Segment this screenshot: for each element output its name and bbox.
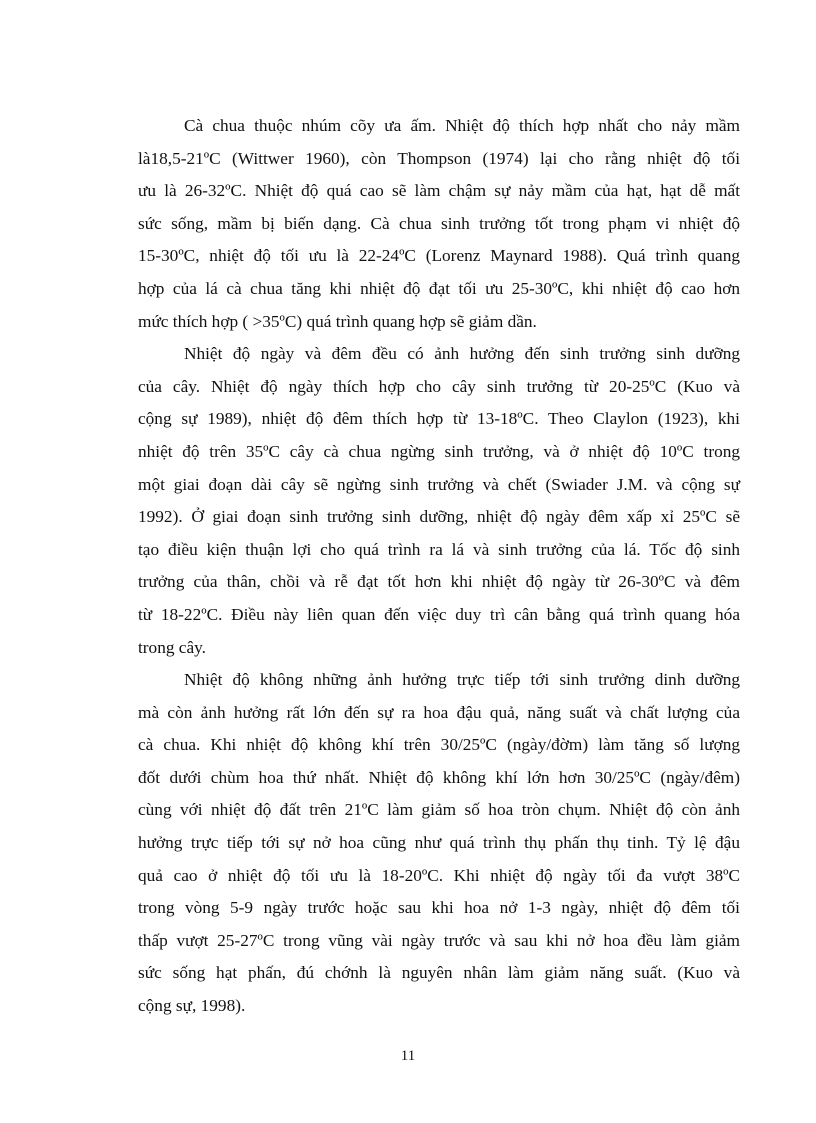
- page-number: 11: [400, 1048, 416, 1064]
- text-line: mức thích hợp ( >35ºC) quá trình quang hợp sẽ giảm dần.: [138, 311, 537, 331]
- text-line: từ 18-22ºC. Điều này liên quan đến việc duy trì cân bằng quá trình quang hóa: [138, 604, 740, 624]
- paragraph: [138, 110, 740, 338]
- text-line: đốt dưới chùm hoa thứ nhất. Nhiệt độ không khí lớn hơn 30/25ºC (ngày/đêm): [138, 767, 740, 787]
- text-line: hợp của lá cà chua tăng khi nhiệt độ đạt tối ưu 25-30ºC, khi nhiệt độ cao hơn: [138, 278, 740, 298]
- text-line: của cây. Nhiệt độ ngày thích hợp cho cây sinh trưởng từ 20-25ºC (Kuo và: [138, 376, 740, 396]
- text-line: sức sống hạt phấn, đú chớnh là nguyên nhân làm giảm năng suất. (Kuo và: [138, 963, 740, 983]
- text-line: mà còn ảnh hưởng rất lớn đến sự ra hoa đậu quả, năng suất và chất lượng của: [138, 702, 740, 722]
- paragraph: [138, 664, 740, 1023]
- text-line: hưởng trực tiếp tới sự nở hoa cũng như quá trình thụ phấn thụ tinh. Tỷ lệ đậu: [138, 833, 740, 853]
- text-line: trong cây.: [138, 637, 206, 657]
- text-line: Nhiệt độ không những ảnh hưởng trực tiếp tới sinh trưởng dinh dưỡng: [184, 670, 740, 690]
- text-line: trưởng của thân, chồi và rễ đạt tốt hơn khi nhiệt độ ngày từ 26-30ºC và đêm: [138, 572, 740, 592]
- text-line: trong vòng 5-9 ngày trước hoặc sau khi hoa nở 1-3 ngày, nhiệt độ đêm tối: [138, 898, 740, 918]
- text-line: cộng sự 1989), nhiệt độ đêm thích hợp từ 13-18ºC. Theo Claylon (1923), khi: [138, 409, 740, 429]
- text-line: Cà chua thuộc nhúm cõy ưa ấm. Nhiệt độ thích hợp nhất cho nảy mầm: [184, 116, 740, 135]
- text-line: một giai đoạn dài cây sẽ ngừng sinh trưởng và chết (Swiader J.M. và cộng sự: [138, 474, 740, 494]
- text-line: cộng sự, 1998).: [138, 996, 246, 1016]
- text-line: sức sống, mầm bị biến dạng. Cà chua sinh trưởng tốt trong phạm vi nhiệt độ: [138, 213, 740, 233]
- text-line: 15-30ºC, nhiệt độ tối ưu là 22-24ºC (Lorenz Maynard 1988). Quá trình quang: [138, 246, 740, 266]
- text-line: tạo điều kiện thuận lợi cho quá trình ra lá và sinh trưởng của lá. Tốc độ sinh: [138, 539, 740, 559]
- text-line: 1992). Ở giai đoạn sinh trưởng sinh dưỡng, nhiệt độ ngày đêm xấp xỉ 25ºC sẽ: [138, 507, 740, 527]
- text-line: nhiệt độ trên 35ºC cây cà chua ngừng sinh trưởng, và ở nhiệt độ 10ºC trong: [138, 441, 740, 461]
- text-line: thấp vượt 25-27ºC trong vũng vài ngày trước và sau khi nở hoa đều làm giảm: [138, 930, 740, 950]
- text-line: cùng với nhiệt độ đất trên 21ºC làm giảm số hoa tròn chụm. Nhiệt độ còn ảnh: [138, 800, 740, 820]
- text-line: quả cao ở nhiệt độ tối ưu là 18-20ºC. Khi nhiệt độ ngày tối đa vượt 38ºC: [138, 865, 740, 885]
- text-line: ưu là 26-32ºC. Nhiệt độ quá cao sẽ làm chậm sự nảy mầm của hạt, hạt dễ mất: [138, 181, 740, 201]
- body-text: [138, 110, 740, 1023]
- text-line: Nhiệt độ ngày và đêm đều có ảnh hưởng đến sinh trưởng sinh dưỡng: [184, 344, 740, 364]
- paragraph: [138, 338, 740, 664]
- text-line: cà chua. Khi nhiệt độ không khí trên 30/25ºC (ngày/đờm) làm tăng số lượng: [138, 735, 740, 755]
- text-line: là18,5-21ºC (Wittwer 1960), còn Thompson (1974) lại cho rằng nhiệt độ tối: [138, 148, 740, 168]
